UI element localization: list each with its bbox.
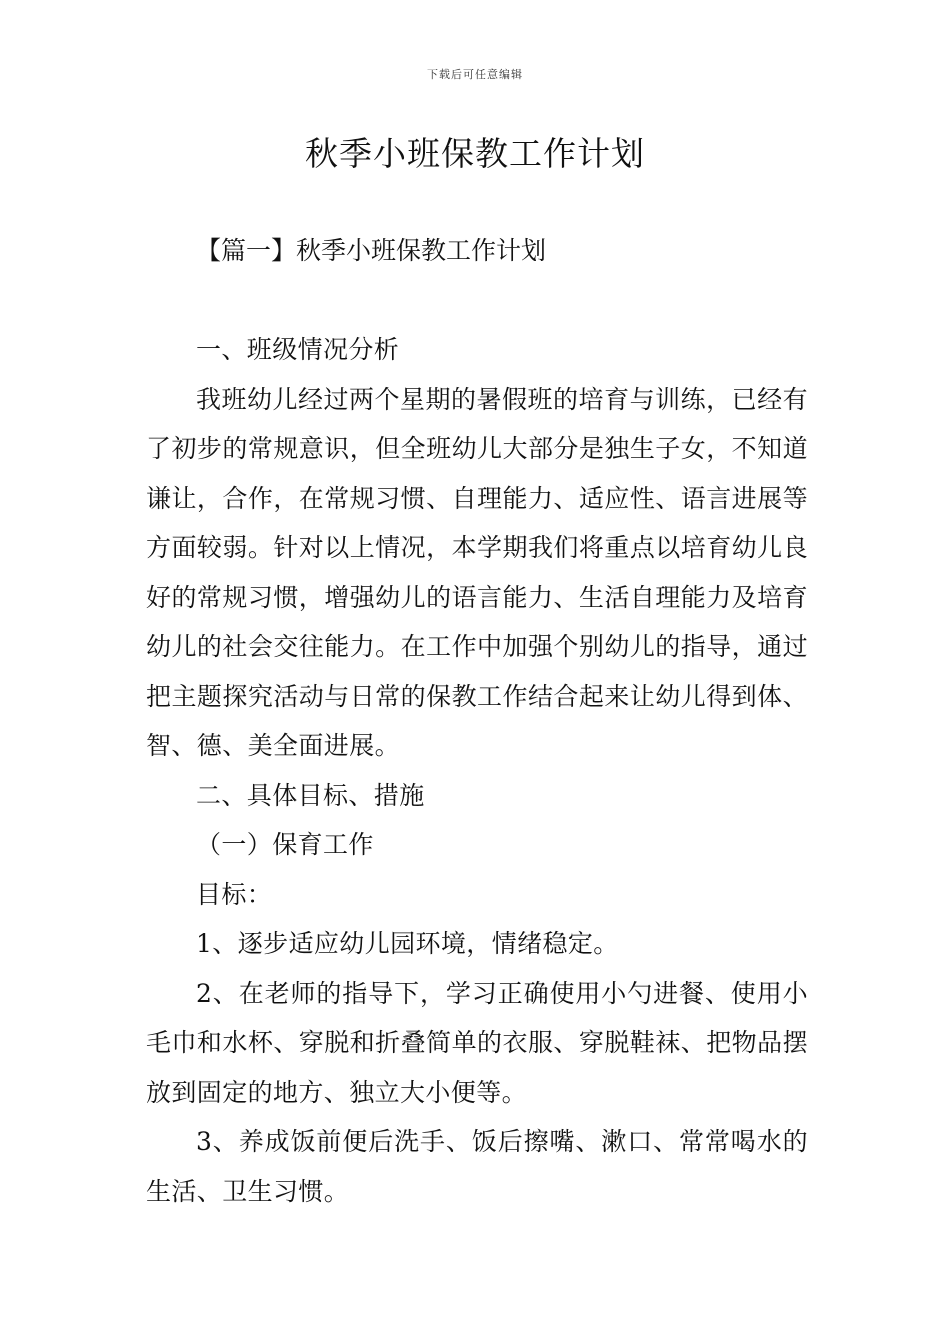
header-note: 下载后可任意编辑 — [427, 68, 523, 81]
paragraph-heading-1: 一、班级情况分析 — [196, 335, 400, 364]
paragraph-label: 目标： — [196, 879, 273, 909]
paragraph: 我班幼儿经过两个星期的暑假班的培育与训练，已经有了初步的常规意识，但全班幼儿大部分是独生子女，不知道谦让，合作，在常规习惯、自理能力、适应性、语言进展等方面较弱。针对以上情况，本学期我们将重点以培育幼儿良好的常规习惯，增强幼儿的语言能力、生活自理能力及培育幼儿的社会交往能力。在工作中加强个别幼儿的指导，通过把主题探究活动与日常的保教工作结合起来让幼儿得到体、智、德、美全面进展。 — [146, 384, 808, 760]
document-title: 秋季小班保教工作计划 — [305, 134, 645, 173]
body-text — [146, 325, 808, 1216]
paragraph-subheading: （一）保育工作 — [196, 830, 374, 859]
section-title: 【篇一】秋季小班保教工作计划 — [196, 236, 547, 265]
list-item: 3、养成饭前便后洗手、饭后擦嘴、漱口、常常喝水的生活、卫生习惯。 — [146, 1127, 808, 1206]
list-item: 2、在老师的指导下，学习正确使用小勺进餐、使用小毛巾和水杯、穿脱和折叠简单的衣服、穿脱鞋袜、把物品摆放到固定的地方、独立大小便等。 — [146, 978, 808, 1107]
list-item: 1、逐步适应幼儿园环境，情绪稳定。 — [196, 929, 619, 958]
paragraph-heading-2: 二、具体目标、措施 — [196, 780, 425, 810]
